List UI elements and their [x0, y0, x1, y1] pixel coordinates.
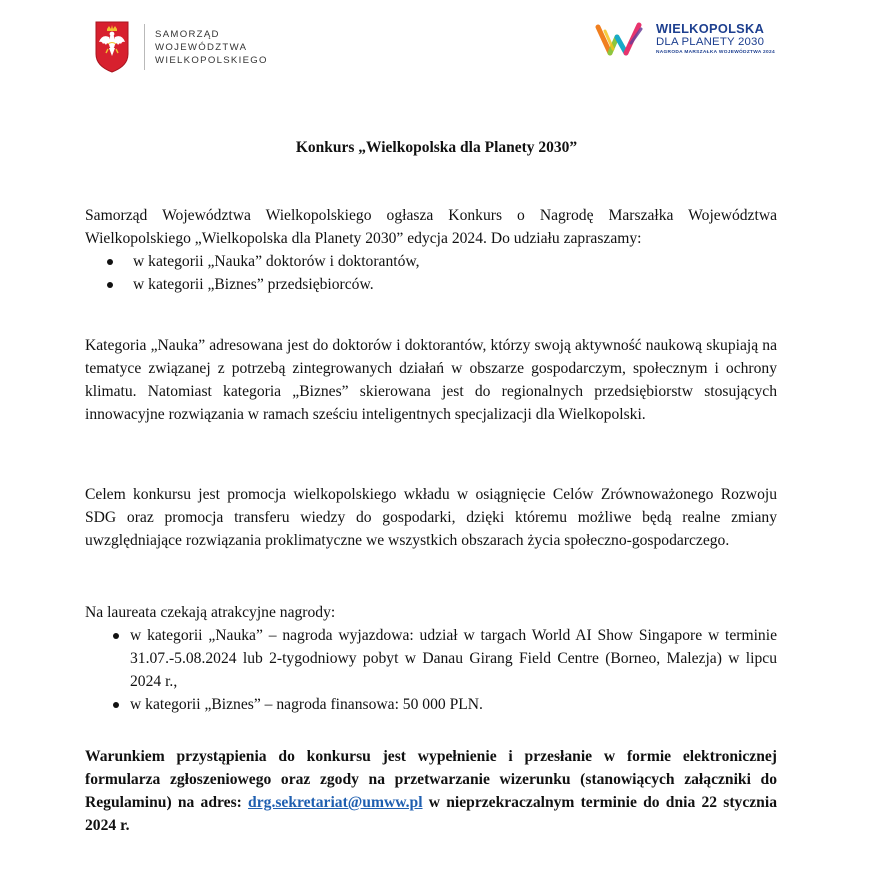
conditions-text-after: w nieprzekraczalnym terminie do dnia 22 stycznia 2024 r. — [85, 794, 777, 834]
list-item: w kategorii „Nauka” – nagroda wyjazdowa: udział w targach World AI Show Singapore w terminie 31.07.-5.08.2024 lub 2-tygodniowy pobyt w Danau Girang Field Centre (Borneo, Malezja) w lipcu 2024 r., — [85, 624, 777, 693]
org-name — [155, 28, 268, 67]
logo-divider — [144, 24, 145, 70]
org-logo — [94, 18, 268, 76]
email-link[interactable]: drg.sekretariat@umww.pl — [248, 794, 423, 811]
prizes-list — [85, 624, 777, 716]
document-title: Konkurs „Wielkopolska dla Planety 2030” — [295, 139, 578, 156]
org-name-line: WIELKOPOLSKIEGO — [155, 54, 268, 66]
conditions-text-before: Warunkiem przystąpienia do konkursu jest wypełnienie i przesłanie w formie elektronicznej formularza zgłoszeniowego oraz zgody na przetwarzanie wizerunku (stanowiących załączniki do Regulaminu) na adres: — [85, 748, 777, 811]
category-list — [85, 250, 777, 296]
prizes-intro: Na laureata czekają atrakcyjne nagrody: — [85, 604, 336, 621]
campaign-brand-text — [656, 22, 775, 56]
wielkopolska-eagle-crest-icon — [94, 20, 130, 74]
brand-line-3: NAGRODA MARSZAŁKA WOJEWÓDZTWA 2024 — [656, 50, 775, 55]
goal-paragraph: Celem konkursu jest promocja wielkopolskiego wkładu w osiągnięcie Celów Zrównoważonego Rozwoju SDG oraz promocja transferu wiedzy do gospodarki, dzięki któremu możliwe będą realne zmiany uwzględniające rozwiązania proklimatyczne we wszystkich obszarach życia społeczno-gospodarczego. — [85, 486, 777, 549]
list-item: w kategorii „Nauka” doktorów i doktorantów, — [85, 250, 777, 273]
prizes-section — [85, 601, 777, 716]
list-item: w kategorii „Biznes” przedsiębiorców. — [85, 273, 777, 296]
org-name-line: WOJEWÓDZTWA — [155, 41, 248, 53]
campaign-logo — [595, 14, 775, 64]
conditions-paragraph — [85, 745, 777, 837]
wielkopolska-w-logo-icon — [595, 19, 649, 59]
intro-section — [85, 204, 777, 296]
conditions-section — [85, 745, 777, 837]
org-name-line: SAMORZĄD — [155, 28, 220, 40]
list-item: w kategorii „Biznes” – nagroda finansowa: 50 000 PLN. — [85, 693, 777, 716]
brand-line-1: WIELKOPOLSKA — [656, 21, 765, 36]
goal-section — [85, 483, 777, 552]
category-description-section — [85, 334, 777, 426]
intro-paragraph: Samorząd Województwa Wielkopolskiego ogłasza Konkurs o Nagrodę Marszałka Województwa Wielkopolskiego „Wielkopolska dla Planety 2030” edycja 2024. Do udziału zapraszamy: — [85, 207, 777, 247]
category-description-paragraph: Kategoria „Nauka” adresowana jest do doktorów i doktorantów, którzy swoją aktywność naukową skupiają na tematyce związanej z potrzebą zintegrowanych działań w obszarze gospodarczym, społecznym i ochrony klimatu. Natomiast kategoria „Biznes” skierowana jest do regionalnych przedsiębiorstw stosujących innowacyjne rozwiązania w ramach sześciu inteligentnych specjalizacji dla Wielkopolski. — [85, 337, 777, 423]
brand-line-2: DLA PLANETY 2030 — [656, 36, 765, 48]
